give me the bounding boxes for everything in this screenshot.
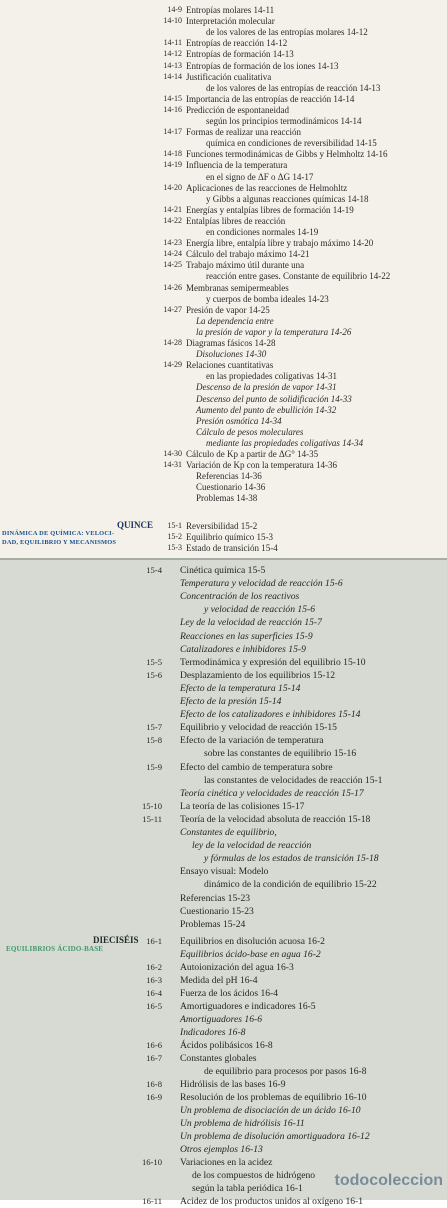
section-title: Constantes de equilibrio,	[180, 827, 277, 838]
section-title: Relaciones cuantitativas	[186, 360, 274, 371]
section-title: Indicadores 16-8	[180, 1026, 246, 1038]
section-title: Variaciones en la acidez	[180, 1156, 273, 1168]
toc-entry	[0, 1195, 447, 1208]
section-number: 14-13	[163, 60, 182, 70]
toc-entry	[0, 935, 447, 948]
section-number: 14-23	[163, 238, 182, 248]
section-title: Reversibilidad 15-2	[186, 521, 258, 531]
toc-entry	[0, 734, 447, 747]
section-title: las constantes de velocidades de reacción 15-1	[204, 774, 383, 786]
section-title: en las propiedades coligativas 14-31	[206, 371, 337, 382]
watermark	[335, 1172, 443, 1190]
chapter-number: DIECISÉIS	[93, 934, 139, 945]
section-title: Entropías molares 14-11	[186, 5, 275, 15]
section-title: Constantes globales	[180, 1052, 257, 1064]
section-title: Aumento del punto de ebullición 14-32	[196, 404, 337, 415]
section-title: Equilibrios en disolución acuosa 16-2	[180, 935, 325, 947]
toc-entry	[0, 590, 447, 603]
section-title: Membranas semipermeables	[186, 282, 289, 293]
section-title: en condiciones normales 14-19	[206, 227, 319, 237]
section-title: dinámico de la condición de equilibrio 15-22	[204, 879, 377, 891]
section-number: 15-10	[141, 800, 162, 811]
toc-entry	[0, 1065, 447, 1078]
section-title: Un problema de disolución amortiguadora 16-12	[180, 1130, 370, 1142]
section-number: 14-17	[163, 127, 182, 137]
section-title: Resolución de los problemas de equilibrio 16-10	[180, 1091, 367, 1103]
section-number: 14-14	[163, 71, 182, 81]
section-number: 16-9	[146, 1091, 162, 1102]
toc-entry	[0, 761, 447, 774]
section-number: 15-4	[146, 565, 162, 575]
toc-entry	[0, 630, 447, 643]
section-number: 15-7	[146, 722, 162, 733]
section-title: mediante las propiedades coligativas 14-34	[206, 437, 364, 448]
section-title: Autoionización del agua 16-3	[180, 961, 294, 973]
section-number: 16-10	[141, 1156, 162, 1167]
toc-entry	[0, 800, 447, 813]
section-number: 15-8	[146, 735, 162, 746]
section-title: Aplicaciones de las reacciones de Helmohltz	[186, 182, 348, 193]
section-title: Presión osmótica 14-34	[196, 415, 282, 426]
section-title: sobre las constantes de equilibrio 15-16	[204, 748, 357, 760]
toc-entry	[0, 1039, 447, 1052]
toc-entry	[0, 1156, 447, 1169]
toc-entry	[0, 1000, 447, 1013]
section-number: 14-19	[163, 160, 182, 170]
section-title: Descenso de la presión de vapor 14-31	[196, 382, 337, 393]
section-title: química en condiciones de reversibilidad 14-15	[206, 138, 377, 149]
section-number: 15-9	[146, 761, 162, 772]
section-title: Ensayo visual: Modelo	[180, 866, 269, 878]
section-title: y velocidad de reacción 15-6	[204, 604, 315, 616]
section-title: Hidrólisis de las bases 16-9	[180, 1078, 286, 1090]
section-title: Entropías de formación 14-13	[186, 49, 294, 60]
toc-entry	[0, 1104, 447, 1117]
toc-entry	[0, 643, 447, 656]
section-title: reacción entre gases. Constante de equilibrio 14-22	[206, 271, 391, 282]
section-number: 14-10	[163, 16, 182, 26]
section-title: de los valores de las entropías molares 14-12	[206, 27, 368, 38]
section-title: Referencias 15-23	[180, 892, 251, 904]
toc-entry	[0, 542, 447, 554]
toc-entry	[0, 1117, 447, 1130]
section-number: 14-12	[163, 49, 182, 59]
section-title: Amortiguadores e indicadores 16-5	[180, 1000, 316, 1012]
toc-entry	[0, 564, 447, 577]
section-title: Importancia de las entropías de reacción 14-14	[186, 93, 355, 104]
section-number: 15-2	[167, 532, 182, 541]
section-title: Justificación cualitativa	[186, 71, 272, 82]
section-number: 16-11	[142, 1195, 162, 1206]
section-title: Un problema de disociación de un ácido 16-10	[180, 1104, 361, 1116]
section-number: 14-25	[163, 260, 182, 270]
section-title: Medida del pH 16-4	[180, 974, 258, 986]
chapter-title: EQUILIBRIOS ÁCIDO-BASE	[6, 944, 104, 953]
toc-entry	[0, 1078, 447, 1091]
toc-entry	[0, 721, 447, 734]
section-title: Interpretación molecular	[186, 16, 275, 27]
section-title: de los compuestos de hidrógeno	[192, 1169, 316, 1181]
toc-entry	[0, 708, 447, 721]
section-title: Presión de vapor 14-25	[186, 304, 270, 315]
toc-page-1	[0, 0, 447, 560]
section-title: Cuestionario 14-36	[196, 482, 266, 493]
section-number: 16-4	[146, 987, 162, 998]
section-number: 16-7	[146, 1052, 162, 1063]
section-number: 14-28	[163, 338, 182, 347]
toc-entry	[0, 774, 447, 787]
section-number: 14-31	[163, 460, 182, 470]
section-title: Descenso del punto de solidificación 14-33	[196, 393, 352, 404]
section-title: ley de la velocidad de reacción	[192, 840, 312, 852]
section-title: según la tabla periódica 16-1	[192, 1182, 303, 1194]
toc-entry	[0, 852, 447, 865]
section-number: 16-5	[146, 1000, 162, 1011]
toc-entry	[0, 1013, 447, 1026]
section-title: según los principios termodinámicos 14-14	[206, 116, 362, 126]
section-title: Temperatura y velocidad de reacción 15-6	[180, 578, 343, 590]
section-number: 16-6	[146, 1039, 162, 1050]
toc-entry	[0, 974, 447, 987]
toc-entry	[0, 865, 447, 878]
section-title: Referencias 14-36	[196, 471, 262, 482]
toc-entry	[0, 1091, 447, 1104]
section-title: Efecto del cambio de temperatura sobre	[180, 761, 333, 773]
section-title: y cuerpos de bomba ideales 14-23	[206, 293, 329, 304]
section-number: 14-22	[163, 215, 182, 225]
section-title: Entropías de formación de los iones 14-13	[186, 60, 339, 71]
toc-entry	[0, 905, 447, 918]
section-title: y Gibbs a algunas reacciones químicas 14-18	[206, 193, 369, 204]
section-title: Variación de Kp con la temperatura 14-36	[186, 460, 337, 471]
section-number: 14-20	[163, 182, 182, 192]
section-number: 14-9	[167, 5, 182, 14]
section-number: 14-15	[163, 93, 182, 103]
section-title: Catalizadores e inhibidores 15-9	[180, 643, 306, 655]
section-title: y fórmulas de los estados de transición 15-18	[204, 853, 379, 865]
toc-entry	[0, 1026, 447, 1039]
section-title: Equilibrio y velocidad de reacción 15-15	[180, 722, 337, 734]
section-number: 14-24	[163, 249, 182, 259]
toc-entry	[0, 577, 447, 590]
section-number: 15-6	[146, 669, 162, 680]
section-title: Predicción de espontaneidad	[186, 104, 289, 115]
section-number: 14-26	[163, 282, 182, 292]
toc-entry	[0, 826, 447, 839]
section-title: Reacciones en las superficies 15-9	[180, 630, 313, 642]
section-number: 16-8	[146, 1078, 162, 1089]
section-number: 16-2	[146, 961, 162, 972]
section-title: Estado de transición 15-4	[186, 543, 278, 553]
section-title: Cálculo de Kp a partir de ΔG° 14-35	[186, 449, 319, 459]
toc-page-2	[0, 560, 447, 1207]
section-title: Energías y entalpías libres de formación 14-19	[186, 204, 354, 215]
section-title: en el signo de ΔF o ΔG 14-17	[206, 171, 314, 182]
section-number: 15-3	[167, 543, 182, 552]
section-title: Otros ejemplos 16-13	[180, 1143, 263, 1155]
toc-entry	[0, 492, 447, 504]
section-title: Entalpías libres de reacción	[186, 215, 286, 226]
section-title: La teoría de las colisiones 15-17	[180, 800, 305, 812]
toc-entry	[0, 987, 447, 1000]
toc-entry	[0, 682, 447, 695]
section-title: Ley de la velocidad de reacción 15-7	[180, 617, 322, 629]
section-title: Un problema de hidrólisis 16-11	[180, 1117, 305, 1129]
section-title: Amortiguadores 16-6	[180, 1013, 262, 1025]
section-title: la presión de vapor y la temperatura 14-26	[196, 326, 352, 337]
toc-entry	[0, 839, 447, 852]
toc-entry	[0, 1130, 447, 1143]
section-title: Efecto de la variación de temperatura	[180, 735, 324, 747]
section-number: 14-30	[163, 449, 182, 458]
section-number: 15-1	[167, 521, 182, 530]
section-title: Problemas 14-38	[196, 493, 258, 504]
section-title: Efecto de la temperatura 15-14	[180, 682, 301, 694]
section-title: Problemas 15-24	[180, 918, 246, 930]
toc-entry	[0, 603, 447, 616]
section-title: Efecto de los catalizadores e inhibidores 15-14	[180, 709, 361, 721]
section-number: 14-27	[163, 304, 182, 314]
section-number: 15-5	[146, 656, 162, 667]
chapter-number: QUINCE	[117, 520, 154, 530]
section-title: Acidez de los productos unidos al oxígeno 16-1	[180, 1195, 364, 1207]
section-title: Entropías de reacción 14-12	[186, 38, 288, 49]
toc-entry	[0, 878, 447, 891]
toc-entry	[0, 695, 447, 708]
section-title: Funciones termodinámicas de Gibbs y Helmholtz 14-16	[186, 149, 388, 160]
section-title: Cinética química 15-5	[180, 565, 266, 576]
watermark-text: todocoleccion	[334, 1172, 443, 1189]
section-title: Fuerza de los ácidos 16-4	[180, 987, 279, 999]
section-title: Disoluciones 14-30	[196, 349, 267, 360]
section-number: 16-3	[146, 974, 162, 985]
section-title: Trabajo máximo útil durante una	[186, 260, 305, 271]
section-title: Diagramas fásicos 14-28	[186, 338, 276, 348]
section-title: de equilibrio para procesos por pasos 16-8	[204, 1065, 367, 1077]
chapter-title: DAD, EQUILIBRIO Y MECANISMOS	[2, 539, 117, 546]
toc-entry	[0, 669, 447, 682]
section-number: 14-29	[163, 360, 182, 370]
toc-entry	[0, 656, 447, 669]
toc-entry	[0, 961, 447, 974]
section-title: Equilibrio químico 15-3	[186, 532, 273, 542]
section-number: 14-16	[163, 104, 182, 114]
toc-entry	[0, 918, 447, 931]
section-title: La dependencia entre	[196, 315, 274, 326]
toc-entry	[0, 1052, 447, 1065]
section-title: Influencia de la temperatura	[186, 160, 288, 171]
section-number: 16-1	[146, 935, 162, 946]
section-number: 14-18	[163, 149, 182, 159]
toc-entry	[0, 787, 447, 800]
section-title: Desplazamiento de los equilibrios 15-12	[180, 669, 336, 681]
toc-entry	[0, 813, 447, 826]
section-title: Teoría cinética y velocidades de reacción 15-17	[180, 787, 364, 799]
section-title: Efecto de la presión 15-14	[180, 696, 282, 707]
section-title: Formas de realizar una reacción	[186, 127, 301, 138]
section-title: Cálculo del trabajo máximo 14-21	[186, 249, 310, 260]
chapter-title: DINÁMICA DE QUÍMICA: VELOCI-	[2, 530, 115, 537]
section-number: 14-11	[163, 38, 182, 48]
section-title: Energía libre, entalpía libre y trabajo máximo 14-20	[186, 238, 374, 249]
toc-entry	[0, 747, 447, 760]
section-title: Teoría de la velocidad absoluta de reacción 15-18	[180, 813, 371, 825]
section-title: Equilibrios ácido-base en agua 16-2	[180, 948, 321, 960]
section-title: Termodinámica y expresión del equilibrio 15-10	[180, 656, 366, 668]
toc-entry	[0, 1143, 447, 1156]
section-number: 14-21	[163, 204, 182, 214]
toc-entry	[0, 616, 447, 629]
toc-entry	[0, 948, 447, 961]
section-title: Concentración de los reactivos	[180, 591, 300, 603]
toc-entry	[0, 892, 447, 905]
section-number: 15-11	[142, 813, 162, 824]
section-title: Cuestionario 15-23	[180, 905, 254, 917]
section-title: Cálculo de pesos moleculares	[196, 426, 304, 437]
section-title: de los valores de las entropías de reacción 14-13	[206, 82, 381, 93]
section-title: Ácidos polibásicos 16-8	[180, 1039, 273, 1051]
